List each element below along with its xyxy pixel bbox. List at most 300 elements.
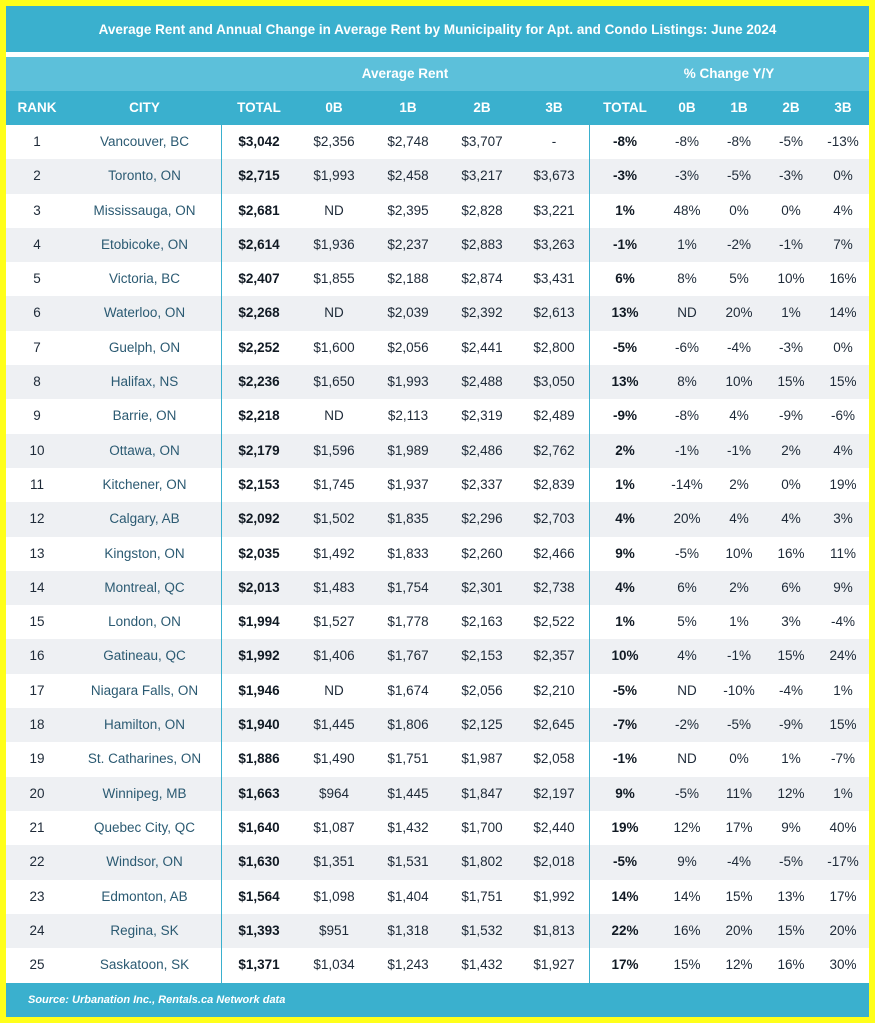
cell-avg-0b: ND [324,682,344,698]
cell-chg-3b: 0% [833,168,853,184]
cell-rank: 25 [29,957,45,973]
cell-avg-2b: $2,153 [461,648,503,664]
cell-rank: 21 [29,819,45,835]
cell-avg-0b: $951 [318,922,350,938]
header-avg-3b: 3B [545,100,563,115]
cell-chg-2b: 3% [781,614,801,630]
table-row [6,708,869,742]
cell-chg-3b: 30% [829,957,857,973]
cell-avg-3b: $2,613 [533,305,575,321]
cell-chg-3b: -4% [830,614,855,630]
cell-avg-1b: $1,445 [387,785,429,801]
cell-city: Niagara Falls, ON [90,682,199,698]
cell-avg-1b: $2,188 [387,271,429,287]
cell-avg-total: $1,630 [238,854,280,870]
cell-avg-0b: $1,445 [313,717,355,733]
cell-chg-2b: -9% [778,717,803,733]
cell-avg-0b: $964 [318,785,350,801]
cell-chg-2b: -5% [778,854,803,870]
cell-chg-2b: 2% [781,442,801,458]
table-body [6,125,869,982]
cell-rank: 2 [33,168,41,184]
cell-chg-0b: -8% [674,408,699,424]
cell-rank: 17 [29,682,45,698]
cell-avg-1b: $2,056 [387,339,429,355]
cell-chg-3b: -17% [827,854,859,870]
cell-avg-3b: $2,210 [533,682,575,698]
cell-avg-1b: $1,243 [387,957,429,973]
cell-avg-2b: $1,432 [461,957,503,973]
cell-city: Winnipeg, MB [102,785,187,801]
cell-city: Regina, SK [110,922,179,938]
table-row [6,948,869,982]
cell-avg-0b: $1,492 [313,545,355,561]
cell-chg-1b: 4% [729,408,749,424]
cell-chg-2b: 12% [777,785,805,801]
cell-rank: 6 [33,305,41,321]
cell-city: St. Catharines, ON [87,751,202,767]
cell-avg-2b: $2,441 [461,339,503,355]
cell-city: Kitchener, ON [102,476,187,492]
cell-avg-2b: $1,847 [461,785,503,801]
cell-avg-3b: $3,221 [533,202,575,218]
cell-avg-3b: $1,992 [533,888,575,904]
cell-avg-3b: - [551,134,557,149]
cell-chg-total: 2% [615,442,635,458]
cell-city: Quebec City, QC [93,819,196,835]
cell-avg-1b: $1,432 [387,819,429,835]
cell-avg-3b: $2,762 [533,442,575,458]
cell-chg-0b: 6% [677,579,697,595]
cell-avg-1b: $1,806 [387,717,429,733]
cell-chg-3b: 20% [829,922,857,938]
group-change-yy: % Change Y/Y [683,66,775,81]
header-chg-2b: 2B [782,100,800,115]
cell-chg-0b: 16% [673,922,701,938]
cell-chg-total: 19% [611,819,639,835]
cell-avg-3b: $2,489 [533,408,575,424]
cell-rank: 13 [29,545,45,561]
cell-chg-0b: 9% [677,854,697,870]
cell-avg-0b: $1,600 [313,339,355,355]
cell-chg-0b: -5% [674,545,699,561]
cell-city: Edmonton, AB [101,888,188,904]
cell-avg-0b: ND [324,202,344,218]
cell-chg-3b: 15% [829,374,857,390]
cell-chg-0b: ND [677,682,697,698]
cell-chg-total: -5% [612,339,637,355]
cell-city: London, ON [108,614,181,630]
cell-chg-3b: 24% [829,648,857,664]
cell-chg-2b: 15% [777,374,805,390]
cell-rank: 8 [33,374,41,390]
cell-chg-total: -1% [612,751,637,767]
cell-avg-2b: $3,707 [461,134,503,149]
cell-avg-2b: $1,802 [461,854,503,870]
cell-chg-total: -1% [612,236,637,252]
cell-chg-1b: 4% [729,511,749,527]
table-frame [6,6,869,1017]
divider-before-change [589,125,590,983]
cell-city: Etobicoke, ON [100,236,189,252]
cell-chg-0b: 8% [677,271,697,287]
cell-avg-1b: $2,113 [387,408,429,424]
cell-avg-total: $2,252 [238,339,280,355]
cell-avg-3b: $2,197 [533,785,575,801]
table-row [6,228,869,262]
cell-city: Guelph, ON [108,339,181,355]
cell-chg-0b: ND [677,305,697,321]
cell-chg-3b: 11% [829,545,857,561]
table-row [6,571,869,605]
cell-chg-2b: -9% [778,408,803,424]
cell-avg-1b: $1,989 [387,442,429,458]
cell-avg-2b: $1,532 [461,922,503,938]
cell-chg-1b: -4% [726,854,751,870]
header-avg-1b: 1B [399,100,417,115]
cell-avg-0b: $1,406 [313,648,355,664]
cell-rank: 23 [29,888,45,904]
cell-city: Halifax, NS [110,374,179,390]
cell-avg-1b: $1,778 [387,614,429,630]
header-city: CITY [129,100,160,115]
cell-chg-total: 9% [615,785,635,801]
header-avg-0b: 0B [325,100,343,115]
cell-avg-0b: $1,855 [313,271,355,287]
cell-city: Vancouver, BC [99,134,190,149]
cell-rank: 16 [29,648,45,664]
cell-chg-0b: -3% [674,168,699,184]
header-chg-3b: 3B [834,100,852,115]
cell-avg-3b: $3,673 [533,168,575,184]
cell-chg-3b: 16% [829,271,857,287]
cell-chg-3b: 3% [833,511,853,527]
header-rank: RANK [17,100,57,115]
cell-avg-0b: $1,650 [313,374,355,390]
cell-chg-0b: 5% [677,614,697,630]
cell-chg-2b: 6% [781,579,801,595]
cell-rank: 3 [33,202,41,218]
cell-chg-total: 4% [615,579,635,595]
cell-rank: 19 [29,751,45,767]
cell-avg-3b: $2,703 [533,511,575,527]
header-avg-2b: 2B [473,100,491,115]
cell-chg-total: 1% [615,476,635,492]
cell-chg-1b: 2% [729,579,749,595]
cell-avg-0b: ND [324,408,344,424]
cell-avg-0b: $1,527 [313,614,355,630]
cell-avg-0b: $1,098 [313,888,355,904]
cell-avg-1b: $2,748 [387,134,429,149]
cell-chg-total: 6% [615,271,635,287]
cell-chg-1b: 17% [725,819,753,835]
cell-avg-3b: $2,058 [533,751,575,767]
cell-chg-1b: -5% [726,168,751,184]
cell-city: Victoria, BC [108,271,181,287]
cell-city: Kingston, ON [104,545,185,561]
cell-avg-3b: $2,522 [533,614,575,630]
cell-chg-3b: 4% [833,442,853,458]
cell-city: Montreal, QC [104,579,185,595]
cell-avg-3b: $2,466 [533,545,575,561]
cell-avg-total: $1,393 [238,922,280,938]
table-row [6,502,869,536]
cell-chg-1b: 20% [725,305,753,321]
cell-avg-2b: $1,987 [461,751,503,767]
table-row [6,811,869,845]
cell-chg-0b: -5% [674,785,699,801]
cell-chg-3b: 1% [833,785,853,801]
cell-avg-2b: $2,301 [461,579,503,595]
table-row [6,639,869,673]
cell-avg-total: $2,614 [238,236,280,252]
cell-chg-3b: 19% [829,476,857,492]
divider-after-city [221,125,222,983]
header-chg-0b: 0B [678,100,696,115]
cell-chg-1b: 0% [729,202,749,218]
cell-chg-0b: 15% [673,957,701,973]
cell-avg-total: $1,663 [238,785,280,801]
cell-chg-total: -7% [612,717,637,733]
cell-avg-1b: $1,833 [387,545,429,561]
cell-city: Waterloo, ON [103,305,186,321]
cell-chg-total: -8% [612,134,637,149]
cell-avg-0b: $1,087 [313,819,355,835]
cell-chg-3b: 17% [829,888,857,904]
cell-chg-total: 10% [611,648,639,664]
header-chg-1b: 1B [730,100,748,115]
cell-avg-1b: $1,767 [387,648,429,664]
cell-avg-3b: $2,357 [533,648,575,664]
cell-avg-2b: $2,260 [461,545,503,561]
cell-chg-1b: 11% [725,785,753,801]
cell-avg-total: $1,994 [238,614,280,630]
cell-chg-0b: 20% [673,511,701,527]
table-title: Average Rent and Annual Change in Average Rent by Municipality for Apt. and Condo Listings: June 2024 [6,6,869,52]
cell-chg-total: 4% [615,511,635,527]
cell-chg-1b: 12% [725,957,753,973]
cell-city: Saskatoon, SK [99,957,190,973]
cell-city: Windsor, ON [106,854,183,870]
cell-avg-3b: $2,645 [533,717,575,733]
table-row [6,742,869,776]
cell-chg-2b: 1% [781,305,801,321]
cell-avg-0b: $1,993 [313,168,355,184]
cell-chg-total: -5% [612,682,637,698]
table-row [6,194,869,228]
cell-chg-3b: 9% [833,579,853,595]
cell-chg-0b: -6% [674,339,699,355]
table-row [6,777,869,811]
cell-chg-3b: -13% [827,134,859,149]
cell-avg-2b: $2,125 [461,717,503,733]
cell-avg-2b: $1,700 [461,819,503,835]
table-row [6,262,869,296]
cell-avg-2b: $2,337 [461,476,503,492]
table-row [6,159,869,193]
cell-chg-1b: -1% [726,442,751,458]
cell-chg-0b: 8% [677,374,697,390]
cell-rank: 24 [29,922,45,938]
cell-rank: 4 [33,236,41,252]
cell-avg-1b: $2,458 [387,168,429,184]
cell-chg-3b: 15% [829,717,857,733]
table-row [6,331,869,365]
cell-avg-3b: $1,927 [533,957,575,973]
cell-chg-2b: 0% [781,202,801,218]
cell-rank: 5 [33,271,41,287]
cell-chg-total: -9% [612,408,637,424]
cell-chg-0b: -14% [671,476,703,492]
cell-avg-0b: $1,745 [313,476,355,492]
cell-avg-1b: $1,751 [387,751,429,767]
cell-avg-1b: $1,674 [387,682,429,698]
cell-avg-2b: $2,488 [461,374,503,390]
cell-avg-total: $2,179 [238,442,280,458]
header-row [6,91,869,125]
table-row [6,125,869,159]
cell-chg-1b: 5% [729,271,749,287]
cell-avg-0b: $1,936 [313,236,355,252]
cell-chg-1b: 0% [729,751,749,767]
cell-rank: 18 [29,717,45,733]
cell-avg-0b: $1,502 [313,511,355,527]
cell-avg-total: $2,681 [238,202,280,218]
cell-avg-3b: $2,018 [533,854,575,870]
cell-chg-0b: 48% [673,202,701,218]
cell-rank: 12 [29,511,45,527]
cell-avg-total: $3,042 [238,134,280,149]
cell-chg-1b: -10% [723,682,755,698]
table-row [6,434,869,468]
cell-chg-2b: -3% [778,339,803,355]
cell-chg-2b: 10% [777,271,805,287]
source-note: Source: Urbanation Inc., Rentals.ca Network data [6,983,869,1017]
cell-avg-2b: $3,217 [461,168,503,184]
cell-chg-2b: 16% [777,545,805,561]
cell-avg-total: $2,218 [238,408,280,424]
cell-avg-3b: $2,800 [533,339,575,355]
cell-avg-0b: $1,483 [313,579,355,595]
cell-rank: 10 [29,442,45,458]
table-row [6,365,869,399]
cell-chg-0b: 14% [673,888,701,904]
table-row [6,399,869,433]
table-row [6,880,869,914]
cell-chg-total: -3% [612,168,637,184]
cell-chg-1b: 15% [725,888,753,904]
header-chg-total: TOTAL [603,100,647,115]
cell-chg-1b: -5% [726,717,751,733]
cell-avg-0b: $1,351 [313,854,355,870]
cell-city: Mississauga, ON [93,202,196,218]
cell-city: Gatineau, QC [103,648,186,664]
cell-chg-2b: -5% [778,134,803,149]
cell-chg-total: 13% [611,305,639,321]
cell-chg-3b: 1% [833,682,853,698]
cell-avg-3b: $2,738 [533,579,575,595]
cell-avg-2b: $2,056 [461,682,503,698]
cell-avg-0b: $2,356 [313,134,355,149]
cell-chg-0b: 12% [673,819,701,835]
cell-avg-1b: $1,993 [387,374,429,390]
cell-chg-0b: 4% [677,648,697,664]
table-row [6,296,869,330]
cell-city: Calgary, AB [109,511,180,527]
cell-avg-0b: $1,490 [313,751,355,767]
cell-city: Barrie, ON [112,408,177,424]
cell-avg-2b: $2,486 [461,442,503,458]
cell-chg-1b: 1% [729,614,749,630]
cell-chg-total: 13% [611,374,639,390]
cell-chg-0b: -2% [674,717,699,733]
table-row [6,468,869,502]
cell-avg-1b: $2,039 [387,305,429,321]
cell-chg-2b: 0% [781,476,801,492]
cell-avg-total: $1,564 [238,888,280,904]
cell-avg-total: $2,268 [238,305,280,321]
cell-avg-2b: $2,296 [461,511,503,527]
cell-chg-2b: 13% [777,888,805,904]
cell-chg-3b: 0% [833,339,853,355]
cell-avg-2b: $2,392 [461,305,503,321]
table-row [6,914,869,948]
cell-chg-total: 22% [611,922,639,938]
cell-chg-2b: 9% [781,819,801,835]
cell-avg-3b: $2,839 [533,476,575,492]
cell-chg-1b: 10% [725,545,753,561]
cell-avg-1b: $2,395 [387,202,429,218]
cell-chg-3b: 7% [833,236,853,252]
cell-chg-2b: 4% [781,511,801,527]
cell-avg-total: $1,371 [238,957,280,973]
cell-chg-2b: -4% [778,682,803,698]
table-row [6,537,869,571]
cell-chg-0b: -8% [674,134,699,149]
table-row [6,674,869,708]
cell-chg-2b: 15% [777,922,805,938]
cell-chg-1b: -2% [726,236,751,252]
cell-chg-1b: -8% [726,134,751,149]
cell-chg-total: 1% [615,614,635,630]
cell-avg-0b: ND [324,305,344,321]
cell-avg-1b: $1,404 [387,888,429,904]
group-average-rent: Average Rent [361,66,449,81]
cell-chg-1b: -1% [726,648,751,664]
cell-avg-3b: $3,050 [533,374,575,390]
table-row [6,845,869,879]
cell-city: Toronto, ON [108,168,181,184]
cell-avg-3b: $2,440 [533,819,575,835]
cell-chg-0b: ND [677,751,697,767]
cell-avg-3b: $3,431 [533,271,575,287]
cell-chg-1b: -4% [726,339,751,355]
cell-avg-total: $2,236 [238,374,280,390]
cell-avg-total: $1,992 [238,648,280,664]
cell-chg-2b: -1% [778,236,803,252]
cell-avg-1b: $1,318 [387,922,429,938]
cell-chg-1b: 2% [729,476,749,492]
cell-rank: 1 [33,134,41,149]
cell-chg-2b: -3% [778,168,803,184]
cell-avg-2b: $2,163 [461,614,503,630]
cell-avg-2b: $1,751 [461,888,503,904]
cell-chg-2b: 15% [777,648,805,664]
cell-rank: 20 [29,785,45,801]
cell-avg-2b: $2,874 [461,271,503,287]
cell-chg-3b: 40% [829,819,857,835]
cell-chg-1b: 10% [725,374,753,390]
